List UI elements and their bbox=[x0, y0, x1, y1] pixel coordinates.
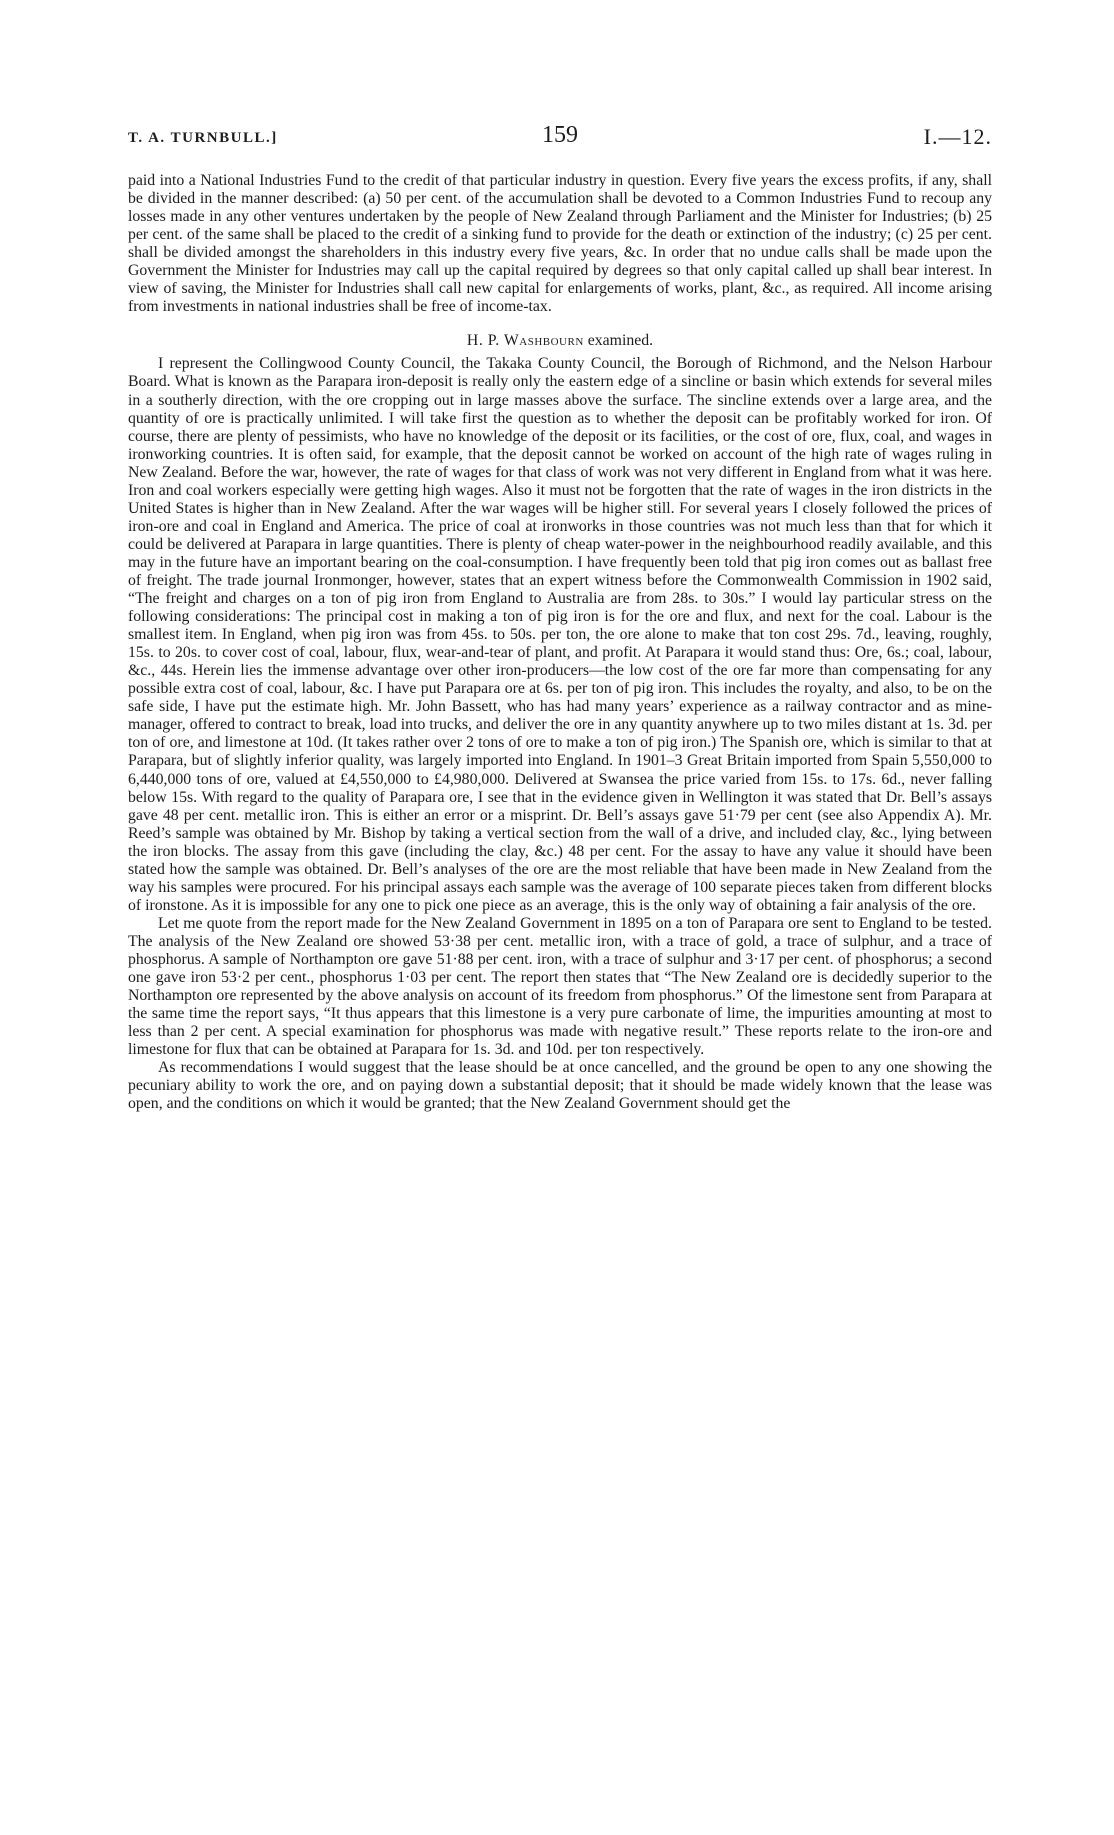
document-reference: I.—12. bbox=[923, 124, 992, 149]
body-paragraph: As recommendations I would suggest that the lease should be at once cancelled, and the ground be open to any one showing the pecuniary ability to work the ore, and on paying down a substantial deposit; that it should be made widely known that the lease was open, and the conditions on which it would be granted; that the New Zealand Government should get the bbox=[128, 1059, 992, 1113]
witness-suffix: examined. bbox=[583, 332, 654, 350]
intro-paragraph: paid into a National Industries Fund to the credit of that particular industry in question. Every five years the excess profits, if any, shall be divided in the manner described: (a) 50 per cent. of the accumulation shall be devoted to a Common Industries Fund to recoup any losses made in any other ventures undertaken by the people of New Zealand through Parliament and the Minister for Industries; (b) 25 per cent. of the same shall be placed to the credit of a sinking fund to provide for the death or extinction of the industry; (c) 25 per cent. shall be divided amongst the shareholders in this industry every five years, &c. In order that no undue calls shall be made upon the Government the Minister for Industries may call up the capital required by degrees so that only capital called up shall bear interest. In view of saving, the Minister for Industries shall call new capital for enlargements of works, plant, &c., as required. All income arising from investments in national industries shall be free of income-tax. bbox=[128, 172, 992, 316]
page-header bbox=[128, 118, 992, 158]
body-paragraph: I represent the Collingwood County Council, the Takaka County Council, the Borough of Richmond, and the Nelson Harbour Board. What is known as the Parapara iron-deposit is really only the eastern edge of a sincline or basin which extends for several miles in a southerly direction, with the ore cropping out in large masses above the surface. The sincline extends over a large area, and the quantity of ore is practically unlimited. I will take first the question as to whether the deposit can be profitably worked for iron. Of course, there are plenty of pessimists, who have no knowledge of the deposit or its facilities, or the cost of ore, flux, coal, and wages in ironworking countries. It is often said, for example, that the deposit cannot be worked on account of the high rate of wages ruling in New Zealand. Before the war, however, the rate of wages for that class of work was not very different in England from what it was here. Iron and coal workers especially were getting high wages. Also it must not be forgotten that the rate of wages in the iron districts in the United States is higher than in New Zealand. After the war wages will be higher still. For several years I closely followed the prices of iron-ore and coal in England and America. The price of coal at ironworks in those countries was not much less than that for which it could be delivered at Parapara in large quantities. There is plenty of cheap water-power in the neighbourhood readily available, and this may in the future have an important bearing on the coal-consumption. I have frequently been told that pig iron comes out as ballast free of freight. The trade journal Ironmonger, however, states that an expert witness before the Commonwealth Commission in 1902 said, “The freight and charges on a ton of pig iron from England to Australia are from 28s. to 30s.” I would lay particular stress on the following considerations: The principal cost in making a ton of pig iron is for the ore and flux, and next for the coal. Labour is the smallest item. In England, when pig iron was from 45s. to 50s. per ton, the ore alone to make that ton cost 29s. 7d., leaving, roughly, 15s. to 20s. to cover cost of coal, labour, flux, wear-and-tear of plant, and profit. At Parapara it would stand thus: Ore, 6s.; coal, labour, &c., 44s. Herein lies the immense advantage over other iron-producers—the low cost of the ore far more than compensating for any possible extra cost of coal, labour, &c. I have put Parapara ore at 6s. per ton of pig iron. This includes the royalty, and also, to be on the safe side, I have put the estimate high. Mr. John Bassett, who has had many years’ experience as a railway contractor and as mine-manager, offered to contract to break, load into trucks, and deliver the ore in any quantity anywhere up to two miles distant at 1s. 3d. per ton of ore, and limestone at 10d. (It takes rather over 2 tons of ore to make a ton of pig iron.) The Spanish ore, which is similar to that at Parapara, but of slightly inferior quality, was largely imported into England. In 1901–3 Great Britain imported from Spain 5,550,000 to 6,440,000 tons of ore, valued at £4,550,000 to £4,980,000. Delivered at Swansea the price varied from 15s. to 17s. 6d., never falling below 15s. With regard to the quality of Parapara ore, I see that in the evidence given in Wellington it was stated that Dr. Bell’s assays gave 48 per cent. metallic iron. This is either an error or a misprint. Dr. Bell’s assays gave 51·79 per cent (see also Appendix A). Mr. Reed’s sample was obtained by Mr. Bishop by taking a vertical section from the wall of a drive, and included clay, &c., lying between the iron blocks. The assay from this gave (including the clay, &c.) 48 per cent. For the assay to have any value it should have been stated how the sample was obtained. Dr. Bell’s analyses of the ore are the most reliable that have been made in New Zealand from the way his samples were procured. For his principal assays each sample was the average of 100 separate pieces taken from different blocks of ironstone. As it is impossible for any one to pick one piece as an average, this is the only way of obtaining a fair analysis of the ore. bbox=[128, 355, 992, 914]
running-head-author: T. A. TURNBULL.] bbox=[128, 130, 278, 146]
witness-name: H. P. Washbourn bbox=[466, 332, 584, 350]
page-number: 159 bbox=[542, 122, 578, 148]
page-body bbox=[128, 172, 992, 1113]
body-paragraph: Let me quote from the report made for the New Zealand Government in 1895 on a ton of Parapara ore sent to England to be tested. The analysis of the New Zealand ore showed 53·38 per cent. metallic iron, with a trace of gold, a trace of sulphur, and a trace of phosphorus. A sample of Northampton ore gave 51·88 per cent. iron, with a trace of sulphur and 3·17 per cent. of phosphorus; a second one gave iron 53·2 per cent., phosphorus 1·03 per cent. The report then states that “The New Zealand ore is decidedly superior to the Northampton ore represented by the above analysis on account of its freedom from phosphorus.” Of the limestone sent from Parapara at the same time the report says, “It thus appears that this limestone is a very pure carbonate of lime, the impurities amounting at most to less than 2 per cent. A special examination for phosphorus was made with negative result.” These reports relate to the iron-ore and limestone for flux that can be obtained at Parapara for 1s. 3d. and 10d. per ton respectively. bbox=[128, 914, 992, 1059]
witness-heading bbox=[128, 332, 992, 350]
